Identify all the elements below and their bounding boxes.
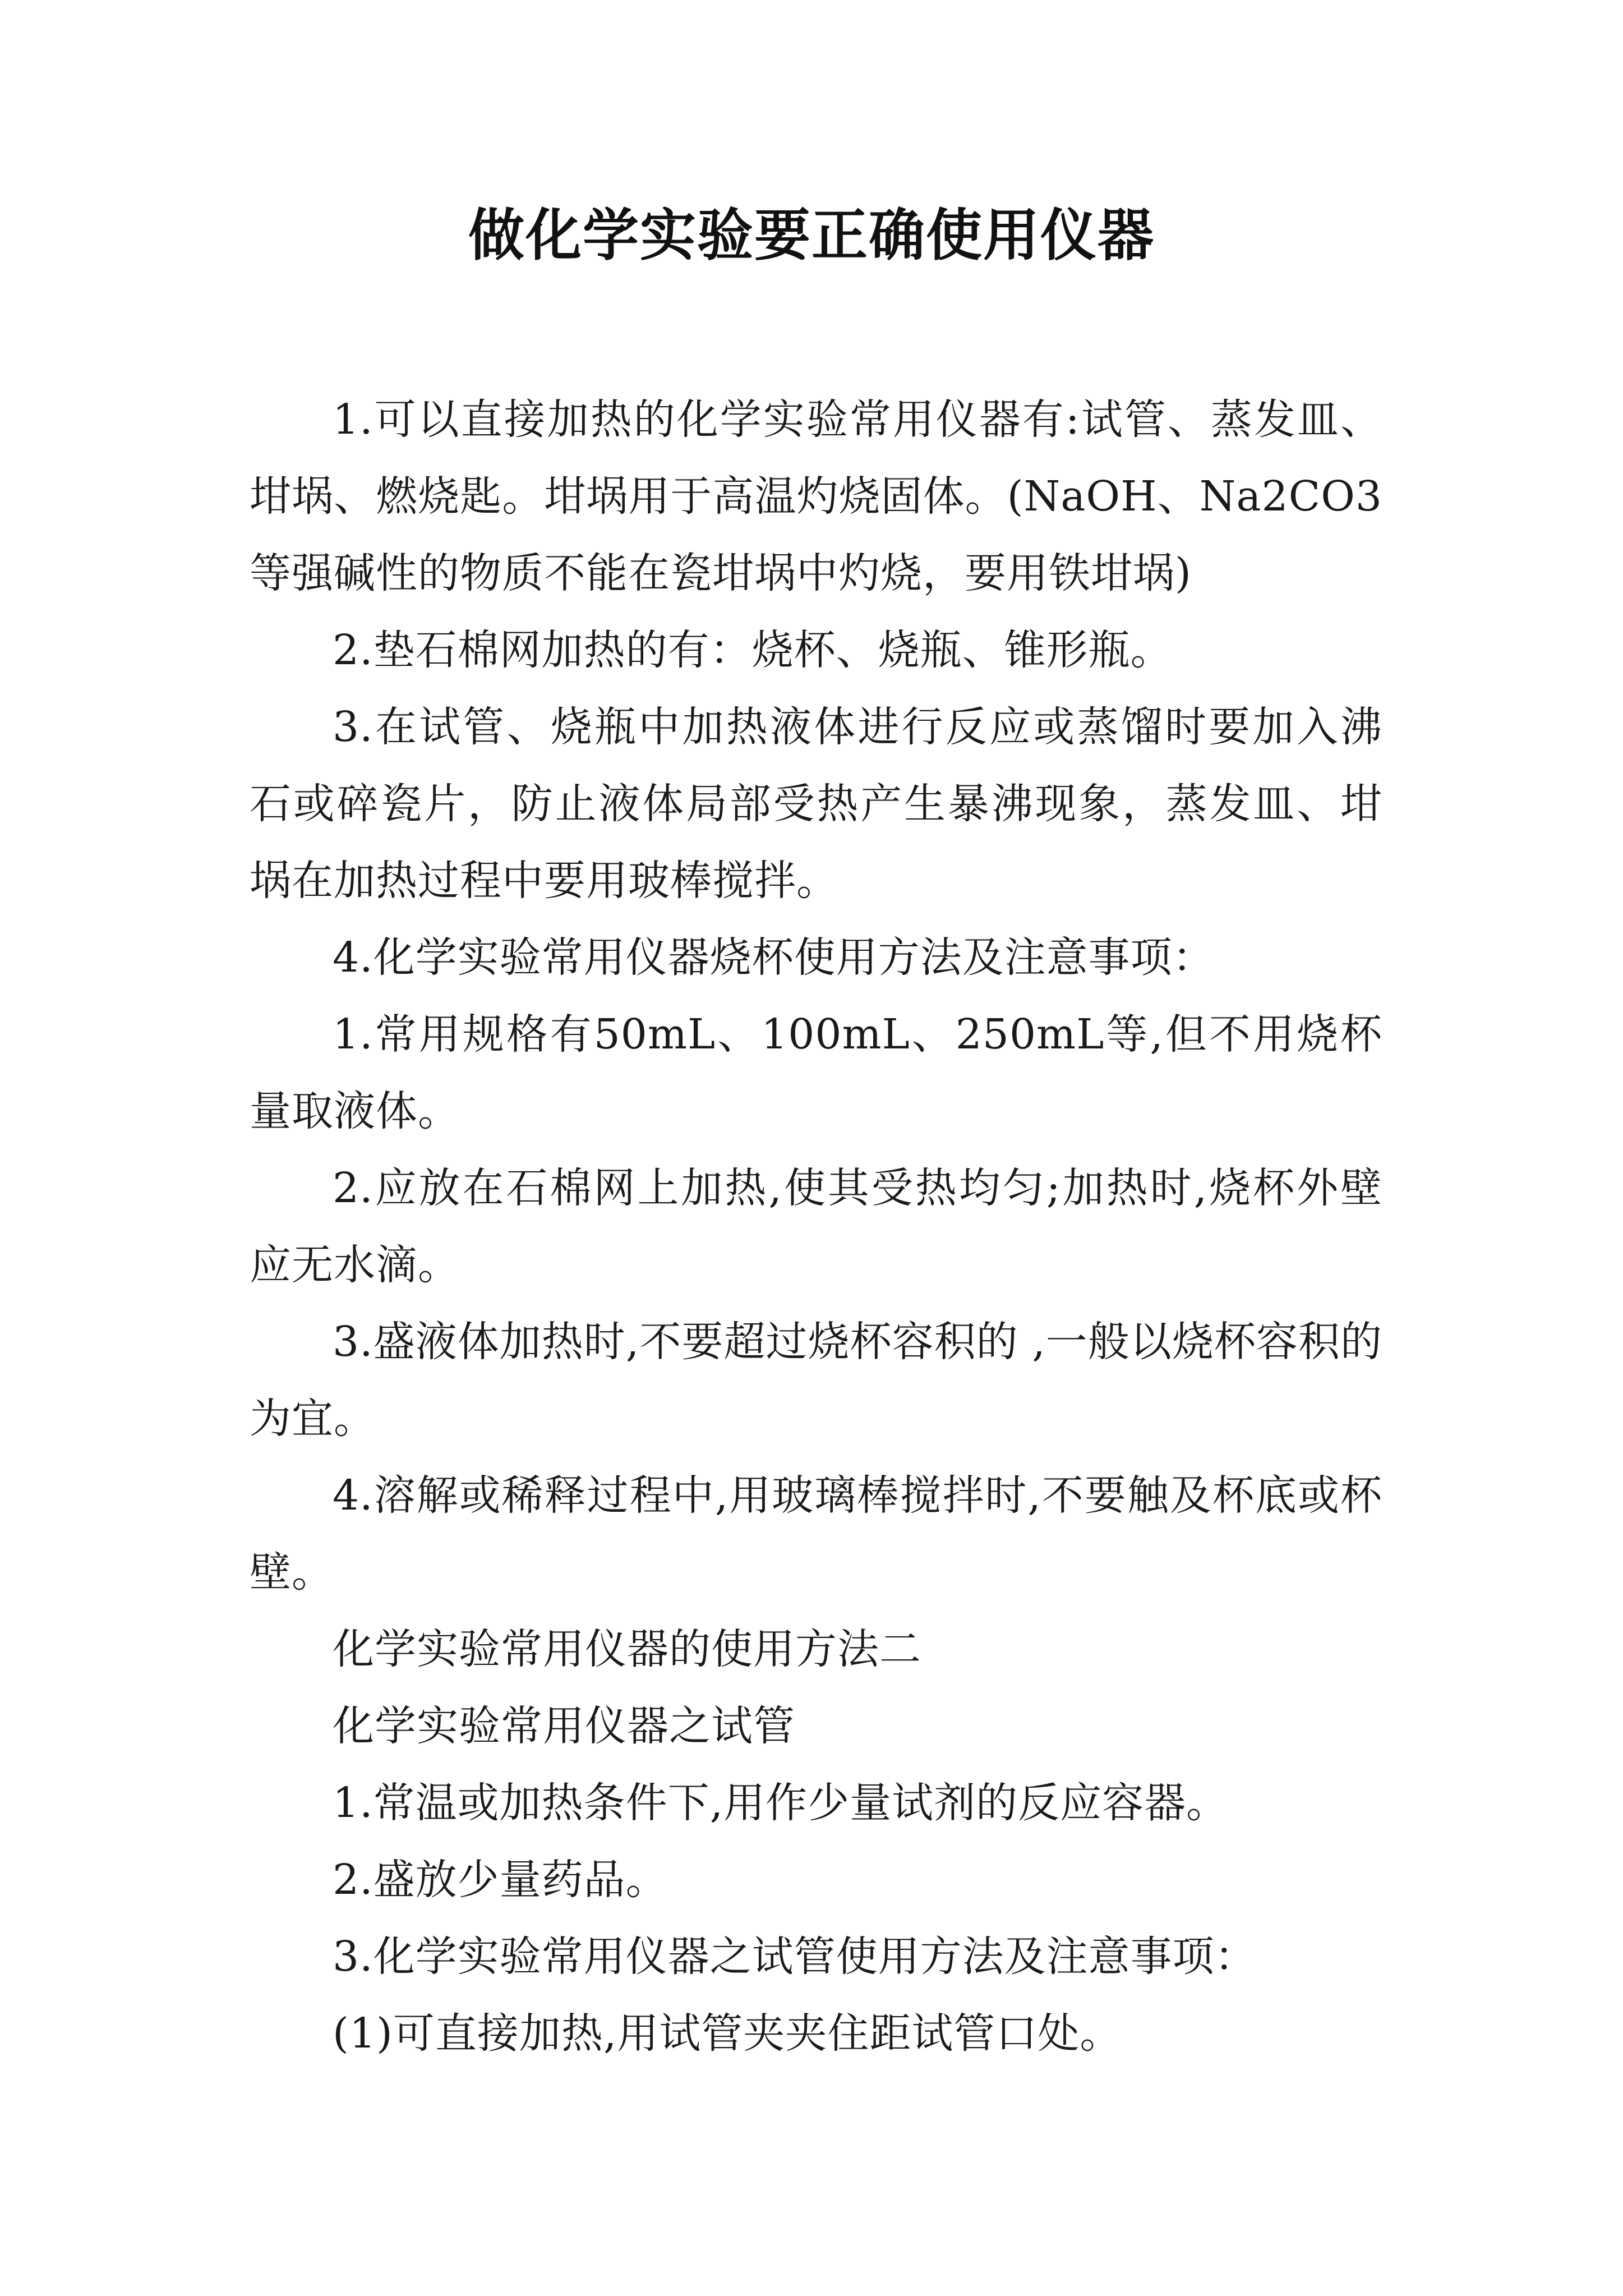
- paragraph: 2.应放在石棉网上加热,使其受热均匀;加热时,烧杯外壁应无水滴。: [250, 1164, 1382, 1289]
- paragraph: 2.垫石棉网加热的有：烧杯、烧瓶、锥形瓶。: [333, 626, 1173, 674]
- paragraph: 1.常温或加热条件下,用作少量试剂的反应容器。: [333, 1779, 1229, 1827]
- paragraph: 3.化学实验常用仪器之试管使用方法及注意事项：: [333, 1932, 1257, 1981]
- paragraph: 3.在试管、烧瓶中加热液体进行反应或蒸馏时要加入沸石或碎瓷片，防止液体局部受热产生暴沸现象，蒸发皿、坩埚在加热过程中要用玻棒搅拌。: [250, 703, 1382, 905]
- paragraph: 3.盛液体加热时,不要超过烧杯容积的 ,一般以烧杯容积的 为宜。: [250, 1318, 1382, 1443]
- paragraph: 4.溶解或稀释过程中,用玻璃棒搅拌时,不要触及杯底或杯壁。: [250, 1471, 1382, 1596]
- document-title: 做化学实验要正确使用仪器: [468, 203, 1155, 268]
- paragraph: (1)可直接加热,用试管夹夹住距试管口处。: [333, 2009, 1122, 2058]
- section-heading: 化学实验常用仪器之试管: [333, 1702, 795, 1750]
- document-body: [250, 381, 1382, 2072]
- paragraph: 4.化学实验常用仪器烧杯使用方法及注意事项：: [333, 933, 1215, 982]
- paragraph: 1.常用规格有50mL、100mL、250mL等,但不用烧杯量取液体。: [250, 1010, 1382, 1135]
- paragraph: 2.盛放少量药品。: [333, 1856, 668, 1904]
- section-heading: 化学实验常用仪器的使用方法二: [333, 1625, 921, 1673]
- paragraph: 1.可以直接加热的化学实验常用仪器有:试管、蒸发皿、坩埚、燃烧匙。坩埚用于高温灼烧固体。(NaOH、Na2CO3等强碱性的物质不能在瓷坩埚中灼烧，要用铁坩埚): [250, 395, 1382, 597]
